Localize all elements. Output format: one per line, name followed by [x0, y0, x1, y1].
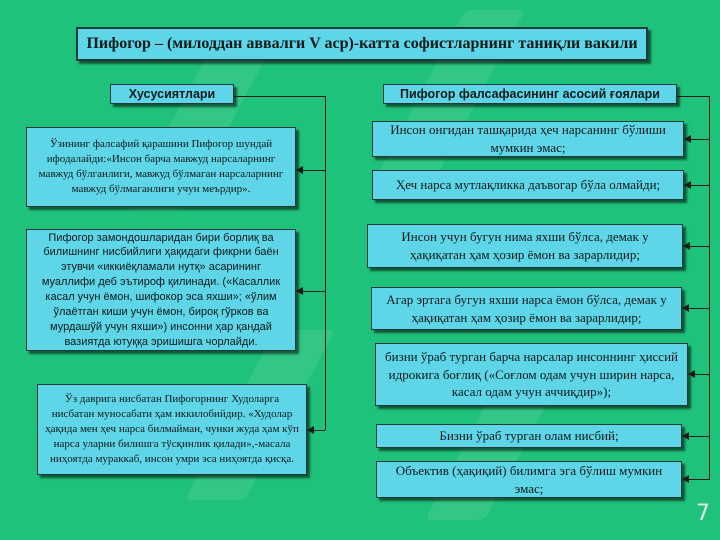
- right-item-5: бизни ўраб турган барча нарсалар инсоннинг ҳиссий идрокига боғлиқ («Соғлом одам учун ширин нарса, касал одам учун аччиқдир»);: [375, 343, 688, 406]
- right-connector-branch-6: [689, 436, 709, 437]
- left-arrow-3: [307, 426, 314, 434]
- right-connector-branch-4: [689, 308, 709, 309]
- left-item-1: Ўзининг фалсафий қарашини Пифогор шундай ифодалайди:«Инсон барча мавжуд нарсаларнинг мавжуд бўлганлиги, мавжуд бўлмаган нарсаларнинг мавжуд бўлмаганлиги учун меърдир».: [26, 127, 296, 207]
- right-arrow-5: [688, 370, 695, 378]
- right-connector-branch-3: [690, 246, 709, 247]
- right-connector-top: [677, 96, 710, 97]
- left-connector-top: [234, 96, 326, 97]
- left-arrow-2: [296, 287, 303, 295]
- left-connector-branch-3: [314, 430, 325, 431]
- left-connector-branch-2: [303, 291, 325, 292]
- right-item-2: Ҳеч нарса мутлақликка даъвогар бўла олмайди;: [372, 170, 684, 200]
- left-connector-spine: [325, 96, 326, 430]
- right-arrow-3: [683, 242, 690, 250]
- page-number: 7: [696, 501, 710, 526]
- right-arrow-1: [684, 135, 691, 143]
- right-item-6: Бизни ўраб турган олам нисбий;: [376, 424, 682, 448]
- right-item-7: Объектив (ҳақиқий) билимга эга бўлиш мумкин эмас;: [376, 461, 682, 498]
- slide-title: Пифогор – (милоддан аввалги V аср)-катта софистларнинг таниқли вакили: [76, 27, 648, 61]
- right-arrow-4: [682, 304, 689, 312]
- right-arrow-2: [684, 181, 691, 189]
- left-connector-branch-1: [303, 170, 325, 171]
- right-connector-branch-7: [689, 479, 709, 480]
- right-connector-spine: [709, 96, 710, 480]
- right-header: Пифогор фалсафасининг асосий ғоялари: [383, 84, 677, 104]
- right-connector-branch-5: [695, 374, 709, 375]
- right-connector-branch-2: [691, 185, 709, 186]
- right-arrow-6: [682, 432, 689, 440]
- left-item-3: Ўз даврига нисбатан Пифогорнинг Худоларга нисбатан муносабати ҳам иккилобийдир. «Худолар ҳақида мен ҳеч нарса билмайман, чунки жуда ҳам кўп нарса уларни билишга тўсқинлик қилади»,-масала ниҳоятда мураккаб, инсон умри эса ниҳоятда қисқа.: [37, 384, 307, 475]
- left-item-2: Пифогор замондошларидан бири борлиқ ва билишнинг нисбийлиги ҳақидаги фикрни баён этувчи «иккиёқламали нутқ» асарининг муаллифи деб эътироф қилинади. («Касаллик касал учун ёмон, шифокор эса яхши»; «ўлим ўлаётган киши учун ёмон, бироқ гўрков ва мурдашўй учун яхши») инсонни ҳар қандай вазиятда ютуққа эришишга чорлайди.: [26, 229, 296, 351]
- left-header: Хусусиятлари: [110, 84, 234, 104]
- right-item-4: Агар эртага бугун яхши нарса ёмон бўлса, демак у ҳақиқатан ҳам ҳозир ёмон ва зарарлидир;: [371, 287, 682, 330]
- right-connector-branch-1: [691, 139, 709, 140]
- right-item-3: Инсон учун бугун нима яхши бўлса, демак у ҳақиқатан ҳам ҳозир ёмон ва зарарлидир;: [367, 224, 683, 268]
- right-item-1: Инсон онгидан ташқарида ҳеч нарсанинг бўлиши мумкин эмас;: [372, 121, 684, 157]
- left-arrow-1: [296, 166, 303, 174]
- right-arrow-7: [682, 475, 689, 483]
